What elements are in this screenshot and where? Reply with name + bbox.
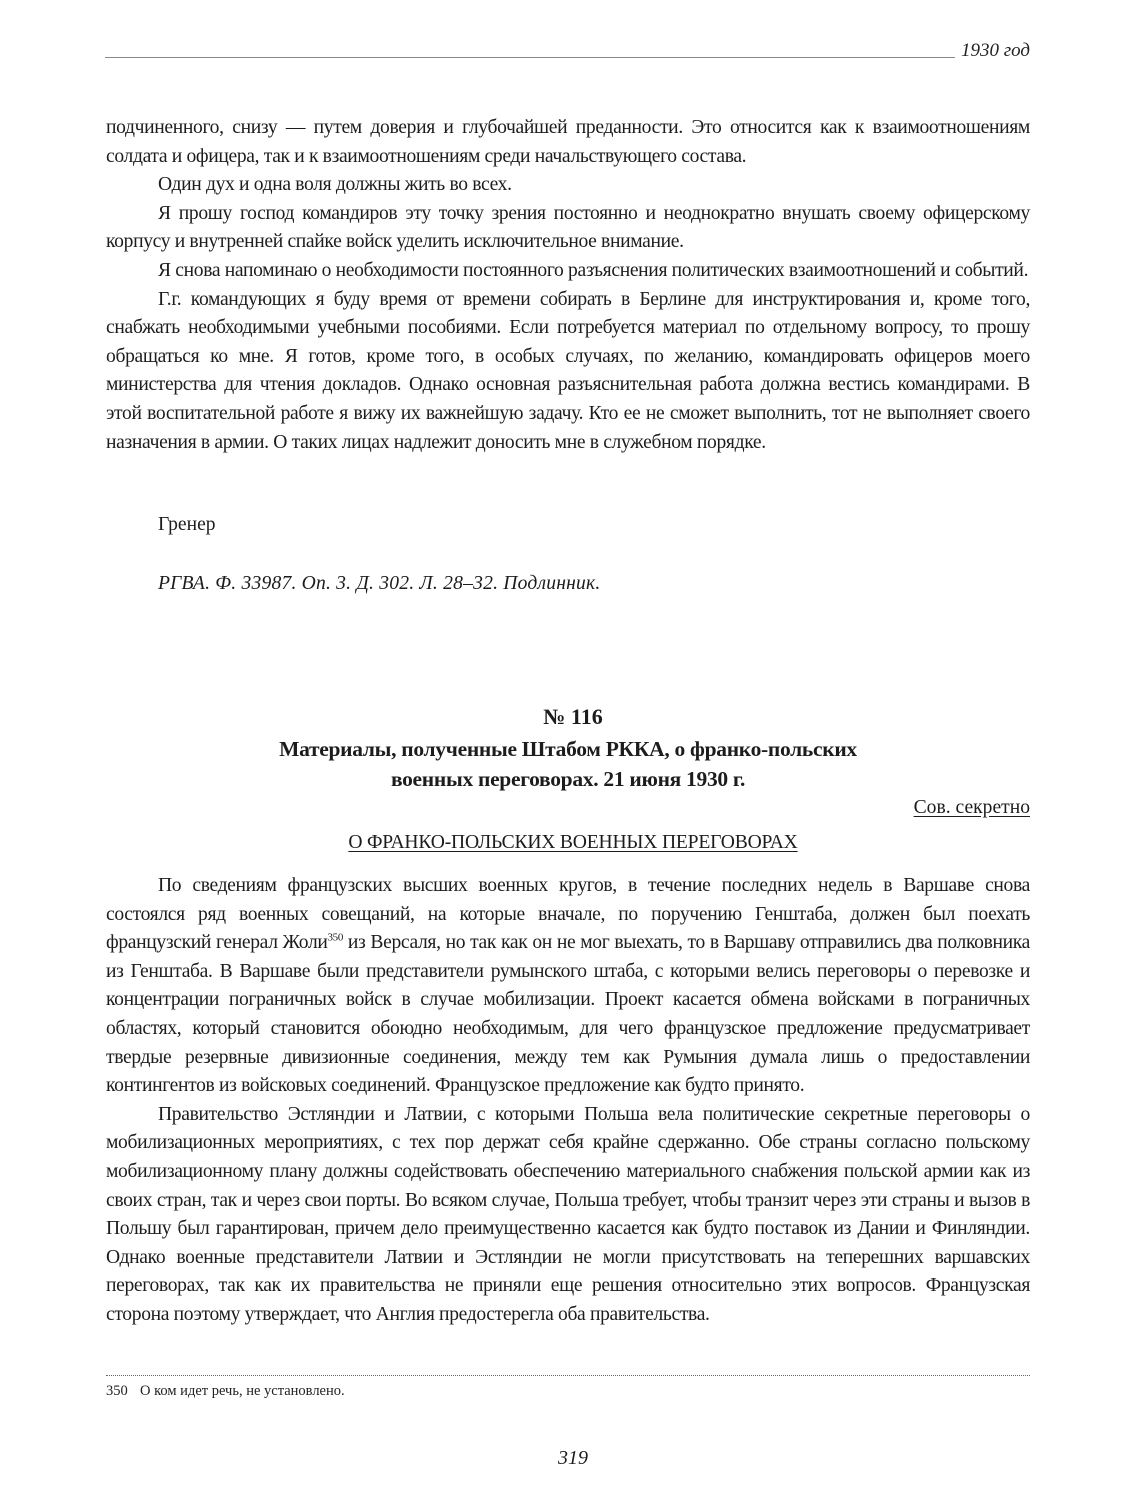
document-body [106, 872, 1030, 1330]
footnote-divider [106, 1375, 1030, 1376]
paragraph: Г.г. командующих я буду время от времени собирать в Берлине для инструктирования и, кроме того, снабжать необходимыми учебными пособиями. Если потребуется материал по отдельному вопросу, то прошу обращаться ко мне. Я готов, кроме того, в особых случаях, по желанию, командировать офицеров моего министерства для чтения докладов. Однако основная разъяснительная работа должна вестись командирами. В этой воспитательной работе я вижу их важнейшую задачу. Кто ее не сможет выполнить, тот не выполняет своего назначения в армии. О таких лицах надлежит доносить мне в служебном порядке. [106, 288, 1030, 453]
archive-reference: РГВА. Ф. 33987. Оп. 3. Д. 302. Л. 28–32. Подлинник. [158, 573, 601, 594]
running-head [105, 40, 1030, 62]
running-head-title: 1930 год [960, 40, 1030, 61]
page-number: 319 [558, 1447, 588, 1469]
footnote-text: О ком идет речь, не установлено. [140, 1383, 345, 1399]
paragraph: Я прошу господ командиров эту точку зрения постоянно и неоднократно внушать своему офицерскому корпусу и внутренней спайке войск уделить исключительное внимание. [106, 202, 1030, 253]
previous-document-text [106, 114, 1030, 457]
footnote [106, 1383, 345, 1400]
section-heading: О ФРАНКО-ПОЛЬСКИХ ВОЕННЫХ ПЕРЕГОВОРАХ [348, 832, 798, 853]
signature: Гренер [158, 514, 216, 535]
paragraph-text: По сведениям французских высших военных кругов, в течение последних недель в Варшаве снова состоялся ряд военных совещаний, на которые вначале, по поручению Генштаба, должен был поехать французский генерал Жоли [106, 875, 1030, 954]
document-title-line: военных переговорах. 21 июня 1930 г. [390, 767, 746, 791]
footnote-reference[interactable]: 350 [327, 931, 343, 944]
paragraph: Правительство Эстляндии и Латвии, с которыми Польша вела политические секретные переговоры о мобилизационных мероприятиях, с тех пор держат себя крайне сдержанно. Обе страны согласно польскому мобилизационному плану должны содействовать обеспечению материального снабжения польской армии как из своих стран, так и через свои порты. Во всяком случае, Польша требует, чтобы транзит через эти страны и вызов в Польшу был гарантирован, причем дело преимущественно касается как будто поставок из Дании и Финляндии. Однако военные представители Латвии и Эстляндии не могли присутствовать на теперешних варшавских переговорах, так как их правительства не приняли еще решения относительно этих вопросов. Французская сторона поэтому утверждает, что Англия предостерегла оба правительства. [106, 1103, 1030, 1325]
paragraph: Один дух и одна воля должны жить во всех. [158, 174, 512, 196]
header-rule [105, 57, 955, 58]
paragraph: подчиненного, снизу — путем доверия и глубочайшей преданности. Это относится как к взаимоотношениям солдата и офицера, так и к взаимоотношениям среди начальствующего состава. [106, 117, 1030, 167]
footnote-number: 350 [106, 1383, 128, 1399]
paragraph: Я снова напоминаю о необходимости постоянного разъяснения политических взаимоотношений и событий. [158, 259, 1029, 281]
document-title [106, 734, 1030, 794]
classification-stamp: Сов. секретно [913, 797, 1030, 818]
paragraph-text: из Версаля, но так как он не мог выехать, то в Варшаву отправились два полковника из Генштаба. В Варшаве были представители румынского штаба, с которыми велись переговоры о перевозке и концентрации пограничных войск в случае мобилизации. Проект касается обмена войсками в пограничных областях, который становится обоюдно необходимым, для чего французское предложение предусматривает твердые резервные дивизионные соединения, между тем как Румыния думала лишь о предоставлении контингентов из войсковых соединений. Французское предложение как будто принято. [106, 932, 1030, 1097]
paragraph [106, 872, 1030, 1101]
document-number: № 116 [543, 704, 603, 729]
document-title-line: Материалы, полученные Штабом РККА, о франко-польских [279, 737, 857, 761]
